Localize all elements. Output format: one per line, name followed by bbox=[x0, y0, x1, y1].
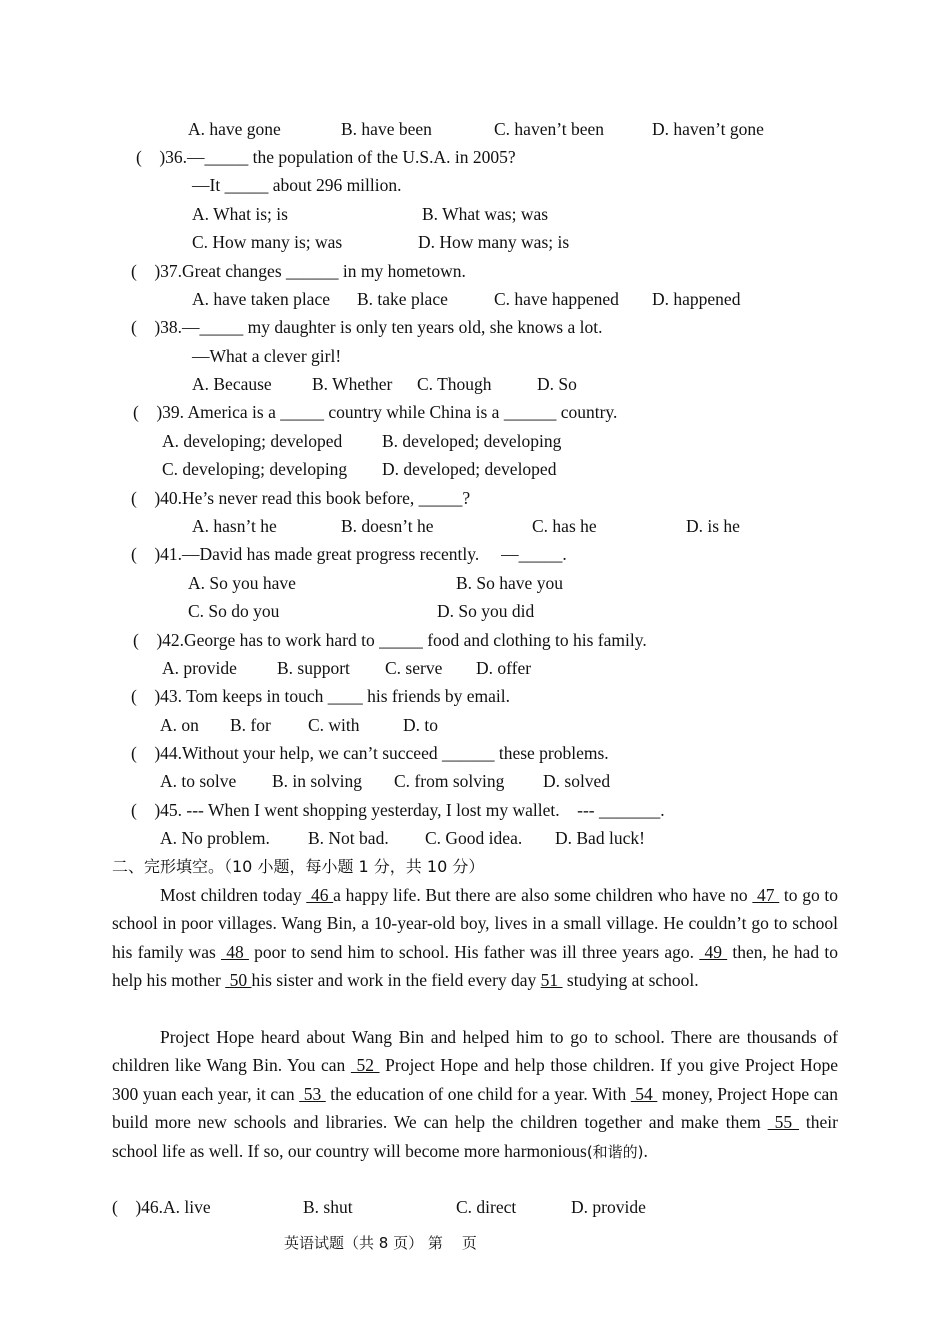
question-line: D. is he bbox=[686, 516, 740, 536]
question-line: C. have happened bbox=[494, 289, 619, 309]
question-46-line: D. provide bbox=[571, 1197, 646, 1217]
question-line: D. developed; developed bbox=[382, 459, 557, 479]
question-line: A. No problem. bbox=[160, 828, 270, 848]
question-line: ( )42.George has to work hard to _____ food and clothing to his family. bbox=[133, 630, 647, 650]
question-line: C. Good idea. bbox=[425, 828, 523, 848]
cloze-paragraph-2: Project Hope heard about Wang Bin and helped him to go to school. There are thousands of children like Wang Bin. You can 52 Project Hope and help those children. If you give Project Hope 300 yuan each year, it can 53 the education of one child for a year. With 54 money, Project Hope can build more new schools and libraries. We can help the children together and make them 55 their school life as well. If so, our country will become more harmonious(和谐的). bbox=[112, 1027, 839, 1161]
question-line: D. haven’t gone bbox=[652, 119, 764, 139]
section-heading: 二、完形填空。（10 小题，每小题 1 分，共 10 分） bbox=[112, 857, 485, 876]
blank-46: 46 bbox=[306, 885, 334, 905]
question-line: B. support bbox=[277, 658, 350, 678]
question-46-line: C. direct bbox=[456, 1197, 517, 1217]
question-line: A. What is; is bbox=[192, 204, 288, 224]
question-line: ( )37.Great changes ______ in my hometown. bbox=[131, 261, 466, 281]
question-line: —What a clever girl! bbox=[192, 346, 342, 366]
question-line: B. for bbox=[230, 715, 271, 735]
question-line: ( )38.—_____ my daughter is only ten years old, she knows a lot. bbox=[131, 317, 603, 337]
question-line: D. Bad luck! bbox=[555, 828, 645, 848]
question-46-line: B. shut bbox=[303, 1197, 353, 1217]
question-line: B. developed; developing bbox=[382, 431, 562, 451]
question-line: ( )44.Without your help, we can’t succeed ______ these problems. bbox=[131, 743, 609, 763]
question-line: ( )39. America is a _____ country while China is a ______ country. bbox=[133, 402, 618, 422]
question-line: C. How many is; was bbox=[192, 232, 343, 252]
blank-48: 48 bbox=[221, 941, 249, 962]
blank-49: 49 bbox=[699, 941, 728, 962]
question-line: B. What was; was bbox=[422, 204, 549, 224]
question-line: A. have gone bbox=[188, 119, 281, 139]
chinese-gloss: (和谐的) bbox=[586, 1142, 644, 1161]
question-line: B. take place bbox=[357, 289, 448, 309]
question-line: D. offer bbox=[476, 658, 532, 678]
blank-54: 54 bbox=[630, 1083, 658, 1104]
question-line: ( )40.He’s never read this book before, _____? bbox=[131, 488, 471, 508]
question-line: A. Because bbox=[192, 374, 272, 394]
question-line: C. So do you bbox=[188, 601, 280, 621]
question-line: B. have been bbox=[341, 119, 432, 139]
question-line: D. to bbox=[403, 715, 438, 735]
question-line: —It _____ about 296 million. bbox=[192, 175, 402, 195]
question-line: A. on bbox=[160, 715, 199, 735]
blank-50: 50 bbox=[225, 970, 252, 991]
question-line: ( )45. --- When I went shopping yesterday, I lost my wallet. --- _______. bbox=[131, 800, 665, 820]
question-line: A. developing; developed bbox=[162, 431, 343, 451]
question-line: B. Not bad. bbox=[308, 828, 389, 848]
blank-52: 52 bbox=[350, 1055, 380, 1076]
question-line: A. provide bbox=[162, 658, 237, 678]
question-line: C. with bbox=[308, 715, 360, 735]
question-line: A. have taken place bbox=[192, 289, 330, 309]
question-line: C. has he bbox=[532, 516, 597, 536]
blank-55: 55 bbox=[767, 1112, 799, 1133]
question-line: B. Whether bbox=[312, 374, 393, 394]
blank-51: 51 bbox=[540, 970, 563, 991]
question-line: D. How many was; is bbox=[418, 232, 570, 252]
question-line: D. happened bbox=[652, 289, 741, 309]
question-line: D. So bbox=[537, 374, 577, 394]
question-line: ( )36.—_____ the population of the U.S.A. in 2005? bbox=[136, 147, 516, 167]
question-line: C. serve bbox=[385, 658, 443, 678]
question-line: ( )41.—David has made great progress recently. —_____. bbox=[131, 544, 567, 564]
cloze-paragraph-1: Most children today 46 a happy life. But there are also some children who have no 47 to go to school in poor villages. Wang Bin, a 10-year-old boy, lives in a small village. He couldn’t go to school his family was 48 poor to send him to school. His father was ill three years ago. 49 then, he had to help his mother 50 his sister and work in the field every day 51 studying at school. bbox=[112, 885, 839, 991]
question-line: C. developing; developing bbox=[162, 459, 348, 479]
question-line: B. in solving bbox=[272, 771, 362, 791]
question-line: B. So have you bbox=[456, 573, 563, 593]
blank-47: 47 bbox=[752, 885, 780, 905]
question-line: C. haven’t been bbox=[494, 119, 604, 139]
question-line: D. solved bbox=[543, 771, 611, 791]
question-line: B. doesn’t he bbox=[341, 516, 434, 536]
question-line: C. Though bbox=[417, 374, 492, 394]
question-line: A. hasn’t he bbox=[192, 516, 277, 536]
question-line: A. So you have bbox=[188, 573, 296, 593]
question-46-line: ( )46.A. live bbox=[112, 1197, 211, 1217]
question-line: C. from solving bbox=[394, 771, 505, 791]
question-line: ( )43. Tom keeps in touch ____ his friends by email. bbox=[131, 686, 511, 706]
blank-53: 53 bbox=[299, 1083, 326, 1104]
question-line: D. So you did bbox=[437, 601, 535, 621]
question-line: A. to solve bbox=[160, 771, 237, 791]
page-footer: 英语试题（共 8 页） 第 页 bbox=[284, 1234, 477, 1252]
